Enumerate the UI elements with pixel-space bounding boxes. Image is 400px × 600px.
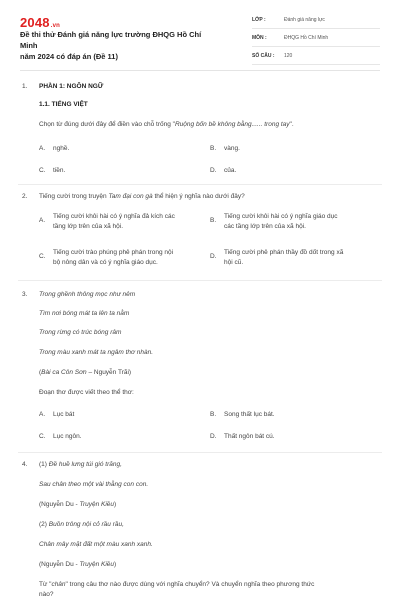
meta-subject-value: ĐHQG Hồ Chí Minh — [284, 35, 329, 41]
q1-option-d-text: của. — [224, 167, 237, 174]
q3-option-b-text: Song thất lục bát. — [224, 411, 275, 418]
q4-source-2-post: ) — [114, 561, 117, 568]
q3-option-a-letter: A. — [39, 411, 46, 418]
q2-prompt-post: thể hiện ý nghĩa nào dưới đây? — [152, 193, 245, 200]
q4-number: 4. — [22, 461, 28, 468]
q3-poem-line: Tìm nơi bóng mát ta lên ta nằm — [39, 310, 130, 317]
document-title — [20, 29, 220, 62]
q1-option-c-text: tiền. — [53, 167, 66, 174]
q2-prompt — [39, 192, 245, 201]
title-line-1: Đề thi thử Đánh giá năng lực trường ĐHQG Hồ Chí Minh — [20, 30, 202, 50]
q4-source-1 — [39, 500, 116, 509]
q3-poem-line: Trong ghềnh thông mọc như nêm — [39, 291, 136, 298]
q2-option-b-line2: các tầng lớp trên của xã hội. — [224, 223, 306, 230]
q4-line-1 — [39, 460, 122, 469]
q4-line-3-text: Buồn trông nội cỏ rầu rầu, — [48, 521, 124, 528]
q4-source-1-post: ) — [114, 501, 117, 508]
part-title: PHẦN 1: NGÔN NGỮ — [39, 83, 104, 90]
q3-source-title: Bài ca Côn Sơn — [41, 369, 87, 376]
q3-number: 3. — [22, 291, 28, 298]
title-line-2: năm 2024 có đáp án (Đề 11) — [20, 52, 118, 61]
q4-source-2-pre: (Nguyễn Du - — [39, 561, 80, 568]
q2-option-d-line2: hội cũ. — [224, 259, 244, 266]
q4-source-1-pre: (Nguyễn Du - — [39, 501, 80, 508]
q4-line-2: Sau chân theo một vài thằng con con. — [39, 481, 149, 488]
q3-option-a-text: Lục bát — [53, 411, 75, 418]
q3-option-c-letter: C. — [39, 433, 46, 440]
q2-option-c-line1: Tiếng cười trào phúng phê phán trong nội — [53, 249, 174, 256]
q2-option-d-line1: Tiếng cười phê phán thầy đồ dốt trong xã — [224, 249, 344, 256]
meta-count-key: SỐ CÂU : — [252, 53, 275, 59]
q4-line-1-text: Đề huề lưng túi gió trăng, — [48, 461, 122, 468]
q2-prompt-pre: Tiếng cười trong truyện — [39, 193, 109, 200]
q1-option-c-letter: C. — [39, 167, 46, 174]
q2-option-b-line1: Tiếng cười khôi hài có ý nghĩa giáo dục — [224, 213, 338, 220]
q1-option-d-letter: D. — [210, 167, 217, 174]
meta-class-value: Đánh giá năng lực — [284, 17, 325, 23]
q1-prompt-quote: Ruộng bốn bề không bằng...... trong tay — [174, 121, 290, 128]
q1-option-a-letter: A. — [39, 145, 46, 152]
question-divider — [18, 452, 382, 453]
question-divider — [18, 280, 382, 281]
site-logo[interactable] — [20, 15, 60, 30]
exam-meta — [252, 14, 380, 68]
q4-line-3-prefix: (2) — [39, 521, 49, 528]
part-number: 1. — [22, 83, 28, 90]
q2-option-d-letter: D. — [210, 253, 217, 260]
q2-option-a-letter: A. — [39, 217, 46, 224]
q2-prompt-title: Tam đại con gà — [108, 193, 153, 200]
q1-prompt-pre: Chọn từ đúng dưới đây để điền vào chỗ trống " — [39, 121, 175, 128]
q3-source-post: – Nguyễn Trãi) — [86, 369, 132, 376]
q4-question — [39, 580, 314, 589]
q3-source-pre: ( — [39, 369, 42, 376]
q2-option-b-letter: B. — [210, 217, 217, 224]
q4-source-1-title: Truyện Kiều — [79, 501, 115, 508]
meta-class — [252, 14, 380, 29]
q3-option-d-letter: D. — [210, 433, 217, 440]
q3-question: Đoạn thơ được viết theo thể thơ: — [39, 389, 134, 396]
q2-number: 2. — [22, 193, 28, 200]
q4-line-3 — [39, 520, 124, 529]
meta-subject — [252, 32, 380, 47]
q3-poem-line: Trong rừng có trúc bóng râm — [39, 329, 122, 336]
q2-option-b-text — [224, 212, 338, 232]
q4-source-2 — [39, 560, 116, 569]
meta-class-key: LỚP : — [252, 17, 266, 23]
meta-count — [252, 50, 380, 65]
q4-line-1-prefix: (1) — [39, 461, 49, 468]
q4-line-4: Chân mây mặt đất một màu xanh xanh. — [39, 541, 153, 548]
header-divider — [20, 70, 380, 71]
q2-option-a-line1: Tiếng cười khôi hài có ý nghĩa đả kích các — [53, 213, 175, 220]
q1-option-a-text: nghề. — [53, 145, 70, 152]
q3-source — [39, 368, 131, 377]
q3-option-c-text: Lục ngôn. — [53, 433, 82, 440]
q4-question-end: nào? — [39, 591, 54, 598]
q1-prompt — [39, 120, 294, 129]
q2-option-c-letter: C. — [39, 253, 46, 260]
q4-source-2-title: Truyện Kiều — [79, 561, 115, 568]
meta-count-value: 120 — [284, 53, 293, 59]
q4-question-mid: " trong câu thơ nào được dùng với nghĩa chuyển? Và chuyển nghĩa theo phương thức — [65, 581, 315, 588]
logo-suffix: .vn — [50, 23, 61, 29]
q1-option-b-text: vàng. — [224, 145, 240, 152]
q2-option-c-text — [53, 248, 173, 268]
q4-question-word: chân — [51, 581, 66, 588]
q4-question-pre: Từ " — [39, 581, 52, 588]
q3-option-d-text: Thất ngôn bát cú. — [224, 433, 275, 440]
q1-prompt-post: ". — [289, 121, 294, 128]
meta-subject-key: MÔN : — [252, 35, 267, 41]
q2-option-c-line2: bộ nông dân và có ý nghĩa giáo dục. — [53, 259, 158, 266]
q2-option-d-text — [224, 248, 343, 268]
subsection-title: 1.1. TIẾNG VIỆT — [39, 101, 88, 108]
q3-option-b-letter: B. — [210, 411, 217, 418]
q3-poem-line: Trong màu xanh mát ta ngâm thơ nhàn. — [39, 349, 154, 356]
q2-option-a-line2: tầng lớp trên của xã hội. — [53, 223, 124, 230]
q2-option-a-text — [53, 212, 175, 232]
q1-option-b-letter: B. — [210, 145, 217, 152]
question-divider — [18, 184, 382, 185]
logo-text: 2048 — [20, 15, 50, 30]
